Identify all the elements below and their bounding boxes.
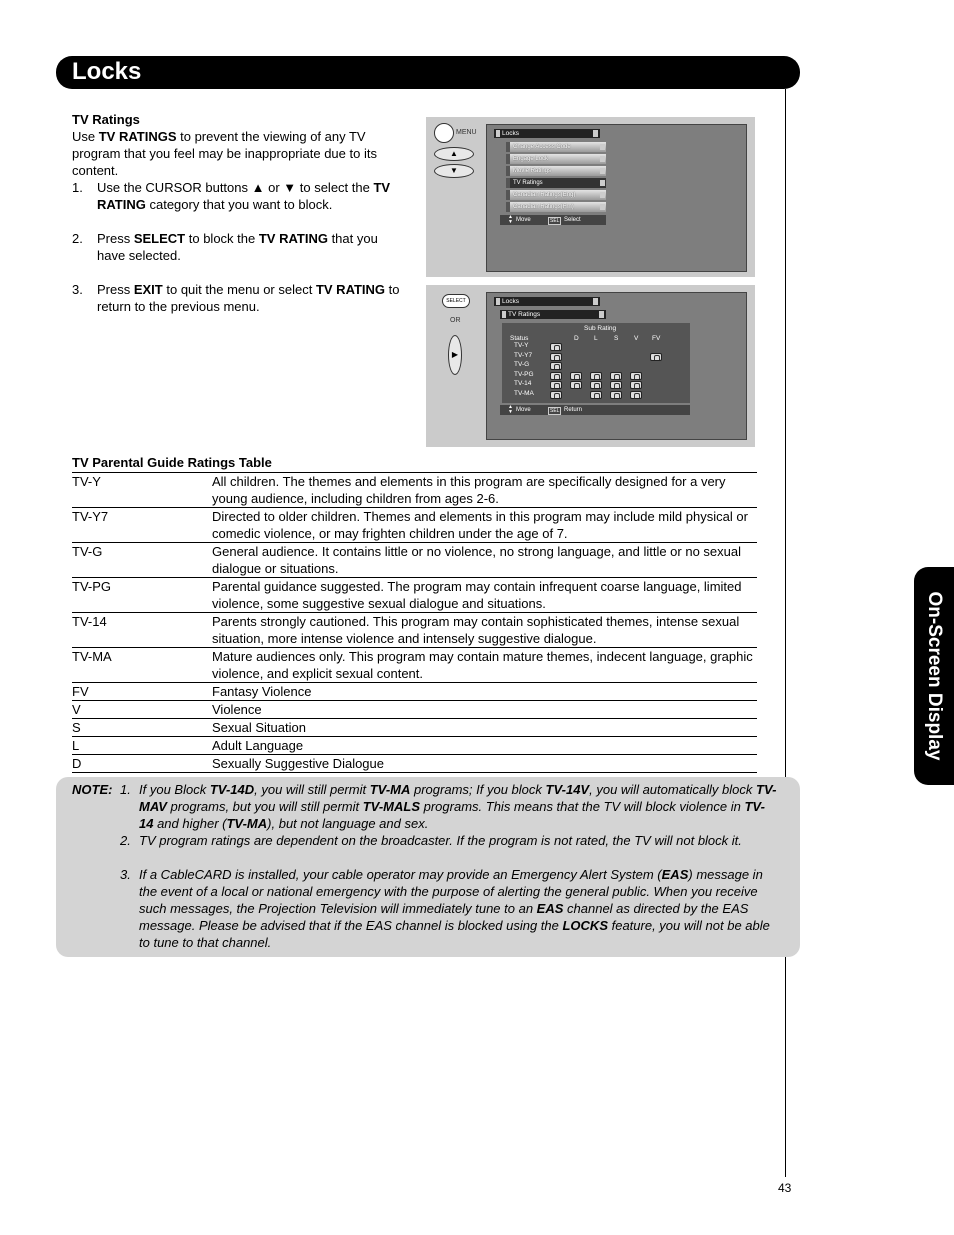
rating-code: V [72,702,81,717]
text: to return to the previous menu. [97,282,400,314]
lock-icon [570,372,582,380]
text: programs; If you block [410,782,546,797]
rating-code: S [72,720,81,735]
text: , you will still permit [254,782,370,797]
note-box [56,777,800,957]
text: TV program ratings are dependent on the broadcaster. If the program is not rated, the TV will not block it. [139,833,742,848]
col-fv: FV [652,335,661,342]
rating-desc: Mature audiences only. This program may contain mature themes, indecent language, graphic violence, and explicit sexual content. [212,649,753,681]
rating-code: TV-MA [72,649,112,664]
text: that you have selected. [97,231,378,263]
osd-menu-list [506,142,606,214]
col-l: L [594,335,598,342]
step-number: 2. [72,231,83,246]
rating-code: TV-G [72,544,103,559]
move-arrows-icon: ▲ ▼ [508,404,513,415]
osd-subtitle: TV Ratings [500,310,606,319]
rating-desc: Adult Language [212,738,304,753]
table-row [72,755,757,773]
row-label: TV-Y7 [514,352,533,359]
rating-desc: Violence [212,702,262,717]
text: ) message in the event of a local or national emergency with the purpose of alerting the general public. When you receive such messages, the Projection Television will immediately tune to an [139,867,763,916]
rating-desc: Sexual Situation [212,720,306,735]
osd-footer [500,215,606,225]
osd-title: Locks [494,129,600,138]
step-number: 1. [72,180,83,195]
lock-icon [610,381,622,389]
text-bold: TV-MA [369,782,411,797]
text: , you will automatically block [589,782,757,797]
status-label: Status [510,335,529,342]
text: If a CableCARD is installed, your cable operator may provide an Emergency Alert System ( [139,867,662,882]
rating-desc: Parents strongly cautioned. This program may contain sophisticated themes, intense sexual situation, more intense violence and intensely suggestive dialogue. [212,614,740,646]
sel-key-icon: SEL [550,218,560,224]
menu-item-selected: TV Ratings [506,178,606,188]
rating-code: TV-PG [72,579,112,594]
col-d: D [574,335,579,342]
menu-button-label: MENU [456,129,477,136]
lock-icon [550,391,562,399]
text: Press [97,231,134,246]
text: feature, you will not be able to tune to that channel. [139,918,770,950]
table-row [72,701,757,719]
text-bold: TV-14 [139,799,765,831]
lock-icon [650,353,662,361]
col-s: S [614,335,619,342]
lock-icon [570,381,582,389]
intro-paragraph [72,128,407,179]
menu-item: Change Access Code [506,142,606,152]
page-title: Locks [72,58,142,85]
table-row [72,683,757,701]
text-bold: TV-14V [545,782,590,797]
text: Press [97,282,134,297]
sub-rating-label: Sub Rating [584,325,617,332]
lock-icon [550,343,562,351]
lock-icon [590,381,602,389]
row-label: TV-G [514,361,530,368]
text: category that you want to block. [145,197,333,212]
note-number: 2. [120,833,131,848]
steps-list [72,179,407,315]
cursor-right-icon: ▶ [448,335,462,375]
osd-illustration-locks-menu [426,117,755,277]
rating-desc: Fantasy Violence [212,684,312,699]
text: programs, but you will still permit [166,799,363,814]
footer-move: Move [516,407,531,413]
step-3 [72,281,407,315]
text-bold: TV RATING [97,180,391,212]
osd-illustration-tv-ratings [426,285,755,447]
menu-item: Movie Ratings [506,166,606,176]
text: Use the CURSOR buttons ▲ or ▼ to select the [97,180,374,195]
osd-footer [500,405,690,415]
row-label: TV-Y [514,342,529,349]
step-number: 3. [72,282,83,297]
intro-section [72,111,407,315]
or-label: OR [450,317,461,324]
footer-action: Return [564,407,583,413]
table-row [72,719,757,737]
text-bold: TV-MALS [362,799,421,814]
cursor-up-icon: ▲ [434,147,474,161]
rating-desc: Sexually Suggestive Dialogue [212,756,384,771]
lock-icon [610,391,622,399]
margin-rule [785,89,786,1177]
text-bold: TV RATINGS [98,129,177,144]
text: If you Block [139,782,210,797]
osd-screen [486,124,747,272]
footer-action: Select [564,217,581,223]
table-row [72,473,757,508]
text: and higher ( [153,816,227,831]
page-number: 43 [778,1181,792,1195]
note-number: 1. [120,782,131,797]
table-row [72,613,757,648]
text: to quit the menu or select [162,282,316,297]
lock-icon [550,353,562,361]
text: Use [72,129,99,144]
note-number: 3. [120,867,131,882]
select-button-icon: SELECT [442,294,470,308]
text-bold: TV RATING [258,231,328,246]
table-row [72,578,757,613]
text-bold: EXIT [133,282,163,297]
rating-code: TV-14 [72,614,107,629]
lock-icon [630,372,642,380]
text-bold: TV-MA [226,816,268,831]
lock-icon [630,381,642,389]
rating-code: TV-Y7 [72,509,109,524]
row-label: TV-MA [514,390,534,397]
menu-button-icon [434,123,454,143]
menu-item: Engage Lock [506,154,606,164]
ratings-table [72,472,757,773]
rating-desc: All children. The themes and elements in this program are specifically designed for a very young audience, including children from ages 2-6. [212,474,726,506]
rating-desc: Directed to older children. Themes and elements in this program may include mild physical or comedic violence, or may frighten children under the age of 7. [212,509,748,541]
osd-screen [486,292,747,440]
row-label: TV-PG [514,371,534,378]
move-arrows-icon: ▲ ▼ [508,214,513,225]
text: ), but not language and sex. [267,816,429,831]
text-bold: LOCKS [562,918,608,933]
col-v: V [634,335,639,342]
menu-item: Canadian Ratings(Frn) [506,202,606,212]
table-row [72,543,757,578]
note-item-1 [120,781,779,832]
rating-desc: Parental guidance suggested. The program may contain infrequent coarse language, limited violence, some suggestive sexual dialogue and situations. [212,579,742,611]
rating-grid [502,323,690,403]
text: to block the [185,231,259,246]
rating-code: D [72,756,82,771]
text: channel as directed by the EAS message. Please be advised that if the EAS channel is blocked using the [139,901,749,933]
osd-title: Locks [494,297,600,306]
rating-desc: General audience. It contains little or no violence, no strong language, and little or no sexual dialogue or situations. [212,544,742,576]
lock-icon [590,372,602,380]
table-row [72,737,757,755]
step-1 [72,179,407,213]
section-tab-label: On-Screen Display [924,591,945,761]
footer-move: Move [516,217,531,223]
rating-code: TV-Y [72,474,101,489]
menu-item: Canadian Ratings(Eng) [506,190,606,200]
lock-icon [630,391,642,399]
cursor-down-icon: ▼ [434,164,474,178]
text: to prevent the viewing of any TV program that you feel may be inappropriate due to its content. [72,129,377,178]
text-bold: EAS [661,867,689,882]
ratings-table-title: TV Parental Guide Ratings Table [72,455,272,470]
intro-heading: TV Ratings [72,112,140,127]
rating-code: FV [72,684,89,699]
lock-icon [550,381,562,389]
text: programs. This means that the TV will block violence in [420,799,745,814]
text-bold: EAS [536,901,564,916]
text-bold: TV-MAV [139,782,777,814]
row-label: TV-14 [514,380,532,387]
lock-icon [590,391,602,399]
lock-icon [610,372,622,380]
text-bold: SELECT [133,231,186,246]
title-bar [56,56,800,89]
note-label: NOTE: [72,782,113,797]
note-item-3 [120,866,779,951]
table-row [72,508,757,543]
rating-code: L [72,738,80,753]
text-bold: TV RATING [315,282,386,297]
text-bold: TV-14D [209,782,255,797]
step-2 [72,230,407,264]
note-item-2 [120,832,779,849]
lock-icon [550,372,562,380]
section-tab [914,567,954,785]
table-row [72,648,757,683]
lock-icon [550,362,562,370]
sel-key-icon: SEL [550,408,560,414]
